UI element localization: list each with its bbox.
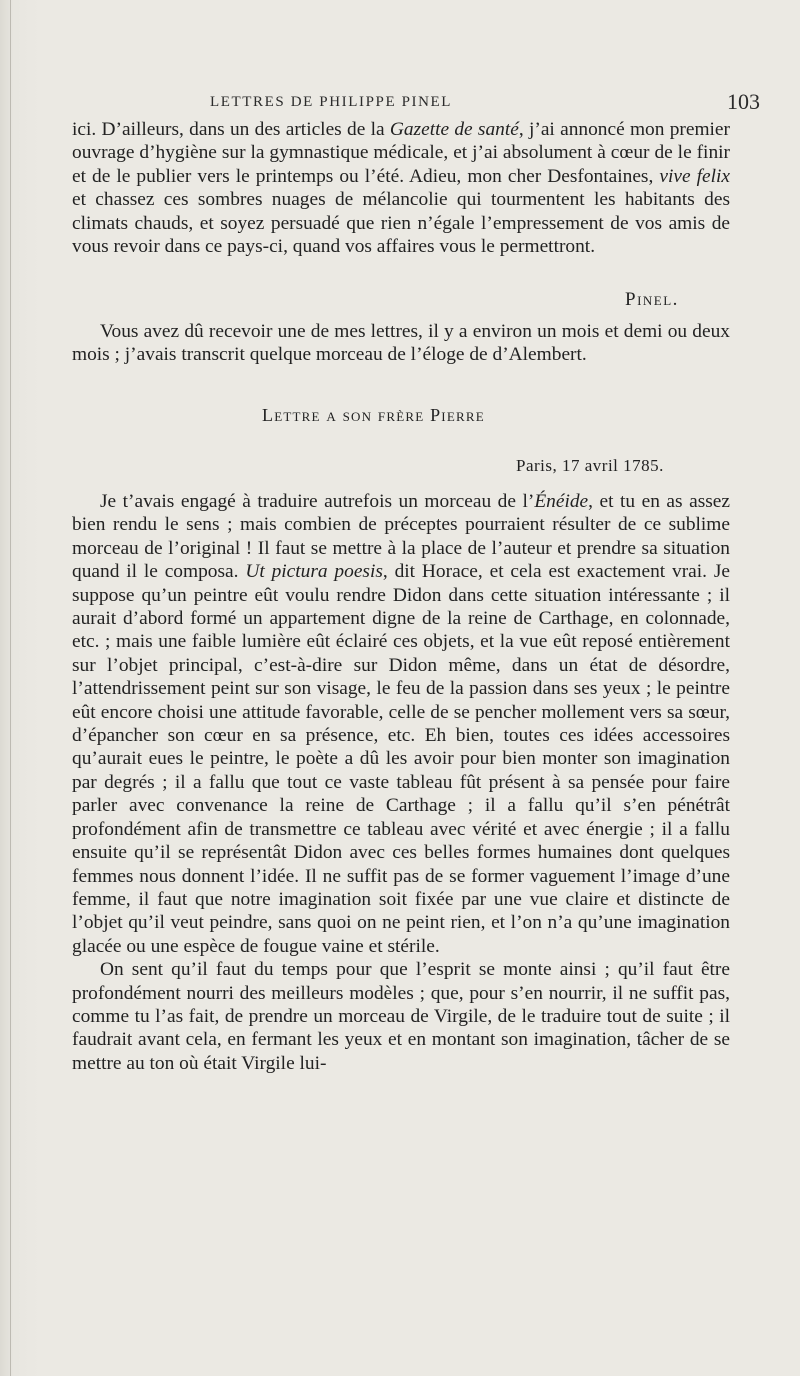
page-edge bbox=[10, 0, 11, 1376]
paragraph1-italic-gazette: Gazette de santé bbox=[389, 119, 519, 140]
running-head: LETTRES DE PHILIPPE PINEL bbox=[210, 94, 453, 110]
dateline: Paris, 17 avril 1785. bbox=[516, 456, 664, 475]
paragraph1-text-c: et chassez ces sombres nuages de mélancolie qui tourmentent les habitants des climats chauds, et soyez persuadé que rien n’égale l’empressement de vos amis de vous revoir dans ce pays-ci, quand vos affaires vous le permettront. bbox=[72, 189, 730, 258]
page-number: 103 bbox=[727, 89, 760, 114]
paragraph2-text: Vous avez dû recevoir une de mes lettres, il y a environ un mois et demi ou deux mois ; j’avais transcrit quelque morceau de l’éloge de d’Alembert. bbox=[72, 321, 730, 366]
paragraph3-italic-eneide: Énéide bbox=[534, 491, 589, 512]
paragraph-postscript bbox=[72, 320, 730, 367]
paragraph3-text-c: , dit Horace, et cela est exactement vrai. Je suppose qu’un peintre eût voulu rendre Didon dans cette situation intéressante ; il aurait d’abord formé un appartement digne de la reine de Carthage, en colonnade, etc. ; mais une faible lumière eût éclairé ces objets, et la vue eût reposé entièrement sur l’objet principal, c’est-à-dire sur Didon même, dans un état de désordre, l’attendrissement peint sur son visage, le feu de la passion dans ses yeux ; le peintre eût encore choisi une attitude favorable, celle de se pencher mollement vers sa sœur, d’épancher son cœur en sa présence, etc. Eh bien, toutes ces idées accessoires qu’aurait eues le peintre, le poète a dû les avoir pour bien monter son imagination par degrés ; il a fallu que tout ce vaste tableau fût présent à sa pensée pour faire parler avec convenance la reine de Carthage ; il a fallu qu’il s’en pénétrât profondément afin de transmettre ce tableau avec vérité et avec énergie ; il a fallu ensuite qu’il se représentât Didon avec ces belles formes humaines dont quelques femmes nous donnent l’idée. Il ne suffit pas de se former vaguement l’image d’une femme, il faut que notre imagination soit fixée par une vue claire et distincte de l’objet qu’il veut peindre, sans quoi on ne peint rien, et l’on n’a qu’une imagination glacée ou une espèce de fougue vaine et stérile. bbox=[72, 561, 730, 957]
paragraph1-text-a: ici. D’ailleurs, dans un des articles de la bbox=[72, 119, 390, 140]
letter-heading: Lettre a son frère Pierre bbox=[262, 405, 485, 425]
paragraph3-italic-ut-pictura: Ut pictura poesis bbox=[245, 561, 383, 583]
letter-body bbox=[72, 490, 730, 1075]
paragraph-continuation bbox=[72, 118, 730, 258]
paragraph4-text: On sent qu’il faut du temps pour que l’esprit se monte ainsi ; qu’il faut être profondément nourri des meilleurs modèles ; que, pour s’en nourrir, il ne suffit pas, comme tu l’as fait, de prendre un morceau de Virgile, de le traduire tout de suite ; il faudrait avant cela, en fermant les yeux et en montant son imagination, tâcher de se mettre au ton où était Virgile lui- bbox=[72, 959, 730, 1074]
paragraph1-text-b: , j’ai annoncé mon premier ouvrage d’hygiène sur la gymnastique médicale, et j’ai absolument à cœur de le finir et de le publier vers le printemps ou l’été. Adieu, mon cher Desfontaines, bbox=[72, 119, 730, 187]
paragraph3 bbox=[72, 490, 730, 958]
paragraph3-text-b: , et tu en as assez bien rendu le sens ; mais combien de préceptes pourraient résulter de ce sublime morceau de l’original ! Il faut se mettre à la place de l’auteur et prendre sa situation quand il le composa. bbox=[72, 491, 730, 583]
paragraph1-italic-vive-felix: vive felix bbox=[659, 165, 730, 187]
signature: Pinel. bbox=[625, 289, 679, 310]
paragraph3-text-a: Je t’avais engagé à traduire autrefois un morceau de l’ bbox=[100, 491, 535, 512]
